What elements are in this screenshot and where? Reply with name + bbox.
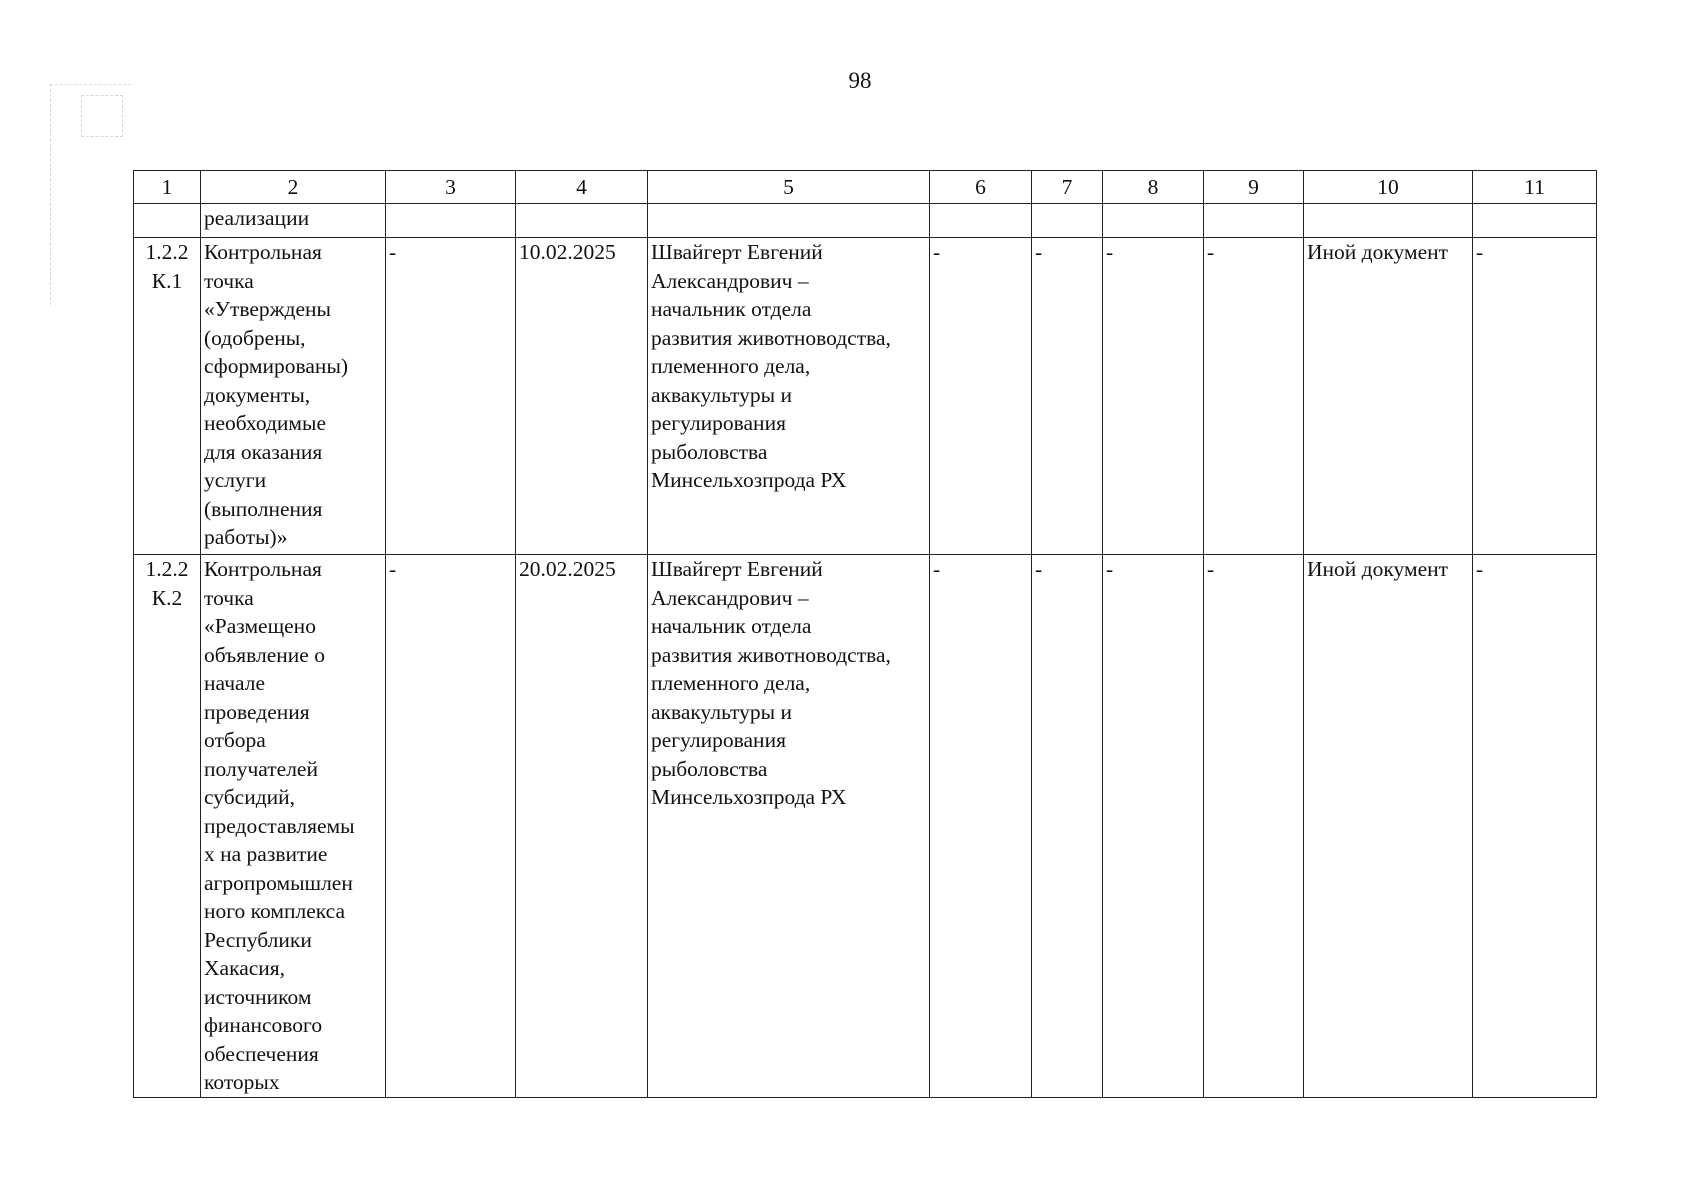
table-cell: - bbox=[1204, 238, 1304, 555]
table-cell: - bbox=[386, 555, 516, 1098]
table-cell: - bbox=[930, 238, 1032, 555]
col-header-11: 11 bbox=[1473, 171, 1597, 204]
table-cell bbox=[648, 204, 930, 238]
table-cell bbox=[516, 204, 648, 238]
table-cell: - bbox=[930, 555, 1032, 1098]
col-header-10: 10 bbox=[1304, 171, 1473, 204]
row-number: 1.2.2 К.1 bbox=[134, 238, 201, 555]
table-cell bbox=[1473, 204, 1597, 238]
table-cell bbox=[386, 204, 516, 238]
table-cell bbox=[134, 204, 201, 238]
row-date: 20.02.2025 bbox=[516, 555, 648, 1098]
col-header-6: 6 bbox=[930, 171, 1032, 204]
table-cell: - bbox=[1103, 238, 1204, 555]
row-name: Контрольная точка «Размещено объявление о начале проведения отбора получателей субсидий, предоставляемы х на развитие агропромышлен ного комплекса Республики Хакасия, источником финансового обеспечения которых bbox=[201, 555, 386, 1098]
page-number: 98 bbox=[848, 68, 872, 93]
table-cell bbox=[1032, 204, 1103, 238]
row-name: Контрольная точка «Утверждены (одобрены, сформированы) документы, необходимые для оказания услуги (выполнения работы)» bbox=[201, 238, 386, 555]
table-cell bbox=[930, 204, 1032, 238]
table-cell bbox=[1204, 204, 1304, 238]
col-header-2: 2 bbox=[201, 171, 386, 204]
row-doc-type: Иной документ bbox=[1304, 238, 1473, 555]
col-header-7: 7 bbox=[1032, 171, 1103, 204]
col-header-1: 1 bbox=[134, 171, 201, 204]
table-cell bbox=[1103, 204, 1204, 238]
continuation-row bbox=[134, 204, 1597, 238]
table-cell bbox=[1304, 204, 1473, 238]
table-cell: - bbox=[1032, 555, 1103, 1098]
col-header-5: 5 bbox=[648, 171, 930, 204]
col-header-9: 9 bbox=[1204, 171, 1304, 204]
table-row bbox=[134, 555, 1597, 1098]
row-number: 1.2.2 К.2 bbox=[134, 555, 201, 1098]
row-date: 10.02.2025 bbox=[516, 238, 648, 555]
table-cell: - bbox=[1032, 238, 1103, 555]
column-number-row bbox=[134, 171, 1597, 204]
table-cell: - bbox=[1103, 555, 1204, 1098]
col-header-8: 8 bbox=[1103, 171, 1204, 204]
table-cell: - bbox=[386, 238, 516, 555]
table-cell: - bbox=[1473, 555, 1597, 1098]
table-cell: - bbox=[1204, 555, 1304, 1098]
row-responsible: Швайгерт Евгений Александрович – начальник отдела развития животноводства, племенного дела, аквакультуры и регулирования рыболовства Минсельхозпрода РХ bbox=[648, 555, 930, 1098]
table-cell: реализации bbox=[201, 204, 386, 238]
scan-artifact bbox=[50, 84, 131, 305]
col-header-4: 4 bbox=[516, 171, 648, 204]
plan-table bbox=[133, 170, 1597, 1098]
table-row bbox=[134, 238, 1597, 555]
col-header-3: 3 bbox=[386, 171, 516, 204]
row-doc-type: Иной документ bbox=[1304, 555, 1473, 1098]
table-cell: - bbox=[1473, 238, 1597, 555]
row-responsible: Швайгерт Евгений Александрович – начальник отдела развития животноводства, племенного дела, аквакультуры и регулирования рыболовства Минсельхозпрода РХ bbox=[648, 238, 930, 555]
